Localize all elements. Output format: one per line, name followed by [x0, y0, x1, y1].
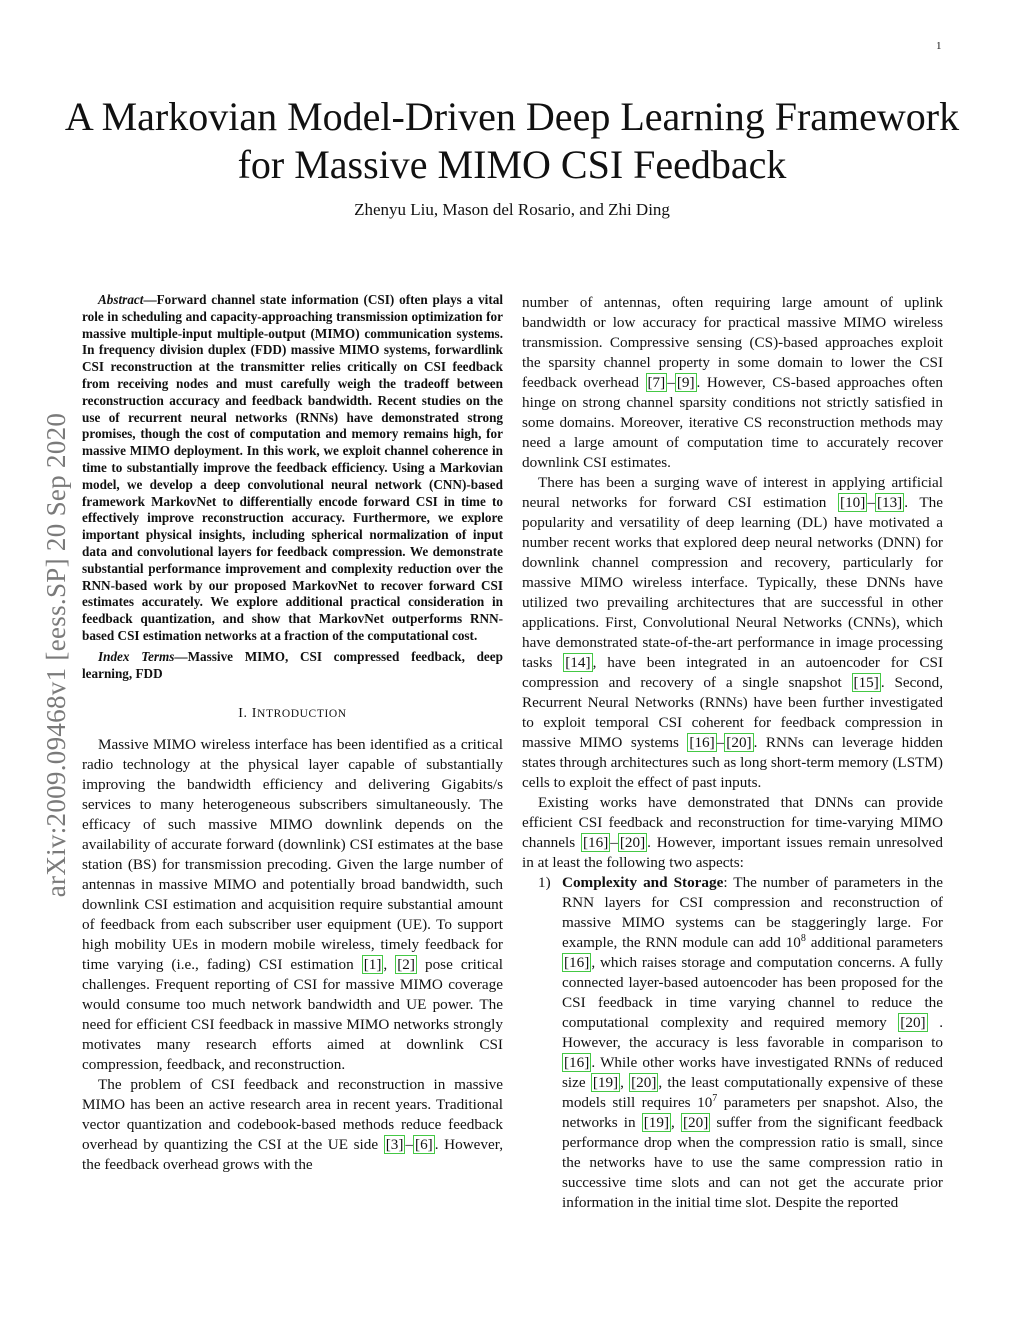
citation-link[interactable]: [9] [676, 374, 695, 391]
citation-link[interactable]: [20] [631, 1074, 657, 1091]
paragraph-text: . Second, Recurrent Neural Networks (RNNs) have been further investigated to exploit temporal CSI coherent for feedback compression in massive MIMO systems [522, 674, 943, 751]
paragraph-text: The problem of CSI feedback and reconstruction in massive MIMO has been an active research area in recent years. Traditional vector quantization and codebook-based methods reduce feedback overhead by quantizing the CSI at the UE side [82, 1076, 503, 1154]
section-heading-introduction [82, 704, 503, 724]
right-column [522, 293, 943, 1213]
index-terms [82, 649, 503, 683]
citation-link[interactable]: [7] [647, 374, 666, 391]
citation-link[interactable]: [2] [397, 956, 415, 974]
section-title-rest: NTRODUCTION [257, 708, 347, 721]
abstract-label: Abstract [98, 292, 144, 307]
paragraph-text: , [671, 1114, 681, 1131]
section-first-letter: I [251, 706, 258, 722]
right-paragraph-2 [522, 473, 943, 793]
paragraph-text: . However, the accuracy is less favorable in comparison to [562, 1014, 943, 1051]
paragraph-text: additional parameters [805, 934, 943, 951]
paragraph-text: : The number of parameters in the RNN layers for CSI compression and reconstruction of massive MIMO systems can be staggeringly large. For example, the RNN module can add 10 [562, 874, 943, 951]
citation-link[interactable]: [6] [415, 1136, 433, 1154]
paragraph-text: – [405, 1136, 414, 1154]
paragraph-text: – [716, 734, 725, 751]
citation-link[interactable]: [14] [565, 654, 591, 671]
paragraph-text: Massive MIMO wireless interface has been identified as a critical radio technology at the physical layer capable of substantially improving the bandwidth efficiency and delivering Gigabits/s services to many heterogeneous subscribers simultaneously. The efficacy of such massive MIMO downlink depends on the availability of accurate forward (downlink) CSI estimates at the base station (BS) for transmission precoding. Given the large number of antennas in massive MIMO and potentially broad bandwidth, such downlink CSI estimation and acquisition require substantial amount of feedback from each subscriber user equipment (UE). To support high mobility UEs in modern mobile wireless, timely feedback for time varying (i.e., fading) CSI estimation [82, 736, 503, 974]
paragraph-text: Existing works have demonstrated that DNNs can provide efficient CSI feedback and reconstruction for time-varying MIMO channels [522, 794, 943, 851]
citation-link[interactable]: [3] [385, 1136, 404, 1154]
citation-link[interactable]: [16] [582, 834, 609, 851]
paragraph-text: . RNNs can leverage hidden states through architectures such as long short-term memory (LSTM) cells to exploit the effect of past inputs. [522, 734, 943, 791]
intro-paragraph-2 [82, 1075, 503, 1175]
paragraph-text: . However, important issues remain unresolved in at least the following two aspects: [522, 834, 943, 871]
citation-link[interactable]: [19] [592, 1074, 619, 1091]
paragraph-text: pose critical challenges. Frequent reporting of CSI for massive MIMO coverage would consume too much network bandwidth and UE power. The need for efficient CSI feedback in massive MIMO networks strongly motivates many research efforts aimed at downlink CSI compression, feedback, and reconstruction. [82, 956, 504, 1074]
index-terms-label: Index Terms [98, 648, 175, 664]
paragraph-text: – [610, 834, 618, 851]
citation-link[interactable]: [15] [853, 674, 879, 691]
paragraph-text: , the least computationally expensive of these models still requires 10 [562, 1074, 943, 1111]
paragraph-text: , [383, 956, 396, 974]
paragraph-text: – [667, 374, 675, 391]
paragraph-text: There has been a surging wave of interest in applying artificial neural networks for forward CSI estimation [522, 474, 943, 511]
paragraph-text: , [620, 1074, 630, 1091]
citation-link[interactable]: [13] [876, 494, 903, 511]
citation-link[interactable]: [20] [726, 734, 752, 751]
paragraph-text: . The popularity and versatility of deep learning (DL) have motivated a number recent works that explored deep neural networks (DNN) for downlink channel compression and recovery, particularly for massive MIMO wireless interface. Typically, these DNNs have utilized two prevailing architectures that are successful in other applications. First, Convolutional Neural Networks (CNNs), which have demonstrated state-of-the-art performance in image processing tasks [522, 494, 944, 671]
citation-link[interactable]: [1] [363, 956, 382, 974]
superscript: 7 [712, 1092, 718, 1104]
paragraph-text: . However, the feedback overhead grows with the [82, 1136, 503, 1174]
paragraph-text: suffer from the significant feedback performance drop when the compression ratio is small, since the networks have to use the same compression ratio in successive time slots and can not get the accurate prior information in the initial time slot. Despite the reported [562, 1114, 943, 1211]
paragraph-text: number of antennas, often requiring large amount of uplink bandwidth or low accuracy for practical massive MIMO wireless transmission. Compressive sensing (CS)-based approaches exploit the sparsity channel property in some domain to lower the CSI feedback overhead [522, 294, 943, 391]
paragraph-text: – [867, 494, 875, 511]
right-paragraph-3 [522, 793, 943, 873]
paragraph-text: . However, CS-based approaches often hinge on strong channel sparsity conditions not strictly satisfied in some domains. Moreover, iterative CS reconstruction methods may need a large amount of computation time to accurately recover downlink CSI estimates. [522, 374, 943, 471]
arxiv-stamp: arXiv:2009.09468v1 [eess.SP] 20 Sep 2020 [41, 412, 71, 898]
citation-link[interactable]: [20] [900, 1014, 926, 1031]
paragraph-text: , have been integrated in an autoencoder for CSI compression and recovery of a single snapshot [522, 654, 944, 691]
abstract [82, 292, 503, 645]
citation-link[interactable]: [20] [619, 834, 646, 851]
list-number: 1) [538, 874, 551, 891]
citation-link[interactable]: [20] [682, 1114, 709, 1131]
right-paragraph-1 [522, 293, 943, 473]
index-terms-text: —Massive MIMO, CSI compressed feedback, deep learning, FDD [82, 648, 503, 681]
page-number: 1 [936, 40, 942, 52]
superscript: 8 [800, 932, 806, 944]
left-column [82, 292, 503, 1175]
citation-link[interactable]: [16] [689, 734, 715, 751]
list-item-heading: Complexity and Storage [562, 874, 724, 891]
citation-link[interactable]: [16] [564, 1054, 590, 1071]
list-item-complexity [522, 873, 943, 1213]
citation-link[interactable]: [16] [564, 954, 590, 971]
citation-link[interactable]: [19] [643, 1114, 670, 1131]
intro-paragraph-1 [82, 735, 503, 1075]
paper-title: A Markovian Model-Driven Deep Learning Framework for Massive MIMO CSI Feedback [64, 94, 960, 187]
section-numeral: I. [238, 706, 248, 722]
citation-link[interactable]: [10] [840, 494, 866, 511]
paragraph-text: . While other works have investigated RNNs of reduced size [562, 1054, 943, 1091]
abstract-text: —Forward channel state information (CSI) often plays a vital role in scheduling and capacity-approaching transmission optimization for massive multiple-input multiple-output (MIMO) communication systems. In frequency division duplex (FDD) massive MIMO systems, forwardlink CSI reconstruction at the transmitter relies critically on CSI feedback from receiving nodes and must carefully weigh the tradeoff between reconstruction accuracy and feedback bandwidth. Recent studies on the use of recurrent neural networks (RNNs) have demonstrated strong promises, though the cost of computation and memory remains high, for massive MIMO deployment. In this work, we exploit channel coherence in time to substantially improve the feedback efficiency. Using a Markovian model, we develop a deep convolutional neural network (CNN)-based framework MarkovNet to differentially encode forward CSI in time to effectively improve reconstruction accuracy. Furthermore, we explore important physical insights, including spherical normalization of input data and convolutional layers for feedback compression. We demonstrate substantial performance improvement and complexity reduction over the RNN-based work by our proposed MarkovNet to recover forward CSI estimates accurately. We explore additional practical consideration in feedback quantization, and show that MarkovNet outperforms RNN-based CSI estimation networks at a fraction of the computational cost. [82, 292, 503, 643]
author-list: Zhenyu Liu, Mason del Rosario, and Zhi Ding [354, 200, 670, 219]
paragraph-text: , which raises storage and computation concerns. A fully connected layer-based autoencoder has been proposed for the CSI feedback in time varying channel to reduce the computational complexity and required memory [562, 954, 943, 1031]
paragraph-text: parameters per snapshot. Also, the networks in [562, 1094, 944, 1131]
